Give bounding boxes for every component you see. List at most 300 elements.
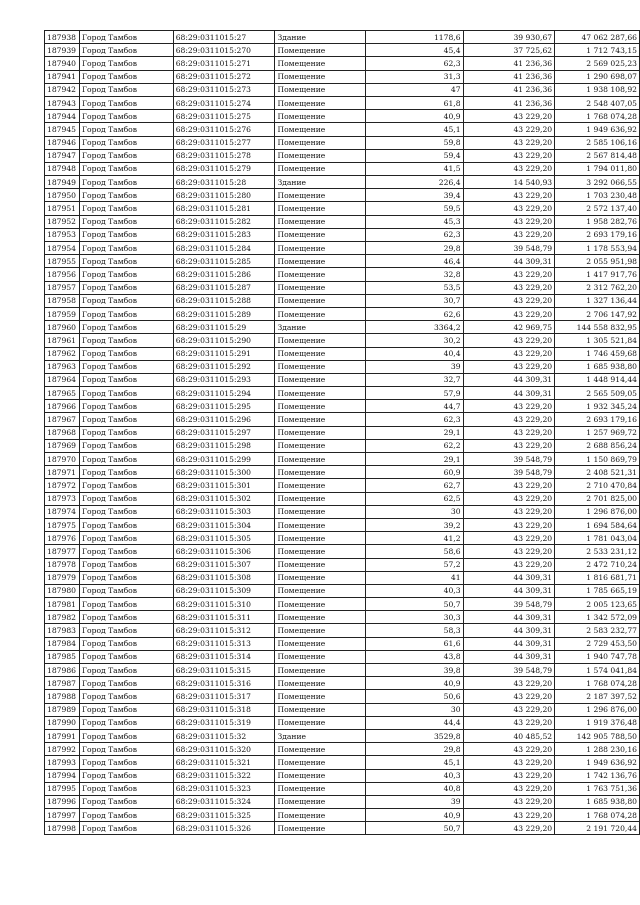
unit-value-cell: 43 229,20 — [463, 518, 555, 531]
object-type-cell: Помещение — [275, 149, 366, 162]
object-type-cell: Помещение — [275, 598, 366, 611]
city-cell: Город Тамбов — [79, 123, 173, 136]
unit-value-cell: 43 229,20 — [463, 545, 555, 558]
table-row — [45, 334, 640, 347]
cadastral-value-cell: 47 062 287,66 — [555, 31, 640, 44]
area-cell: 40,9 — [366, 809, 463, 822]
city-cell: Город Тамбов — [79, 729, 173, 742]
object-type-cell: Помещение — [275, 584, 366, 597]
cadastral-number-cell: 68:29:0311015:29 — [173, 321, 275, 334]
unit-value-cell: 44 309,31 — [463, 255, 555, 268]
city-cell: Город Тамбов — [79, 716, 173, 729]
table-row — [45, 307, 640, 320]
cadastral-value-cell: 1 781 043,04 — [555, 532, 640, 545]
unit-value-cell: 43 229,20 — [463, 822, 555, 835]
table-row — [45, 584, 640, 597]
table-row — [45, 321, 640, 334]
table-row — [45, 202, 640, 215]
unit-value-cell: 43 229,20 — [463, 162, 555, 175]
city-cell: Город Тамбов — [79, 373, 173, 386]
row-number-cell: 187978 — [45, 558, 80, 571]
unit-value-cell: 43 229,20 — [463, 347, 555, 360]
city-cell: Город Тамбов — [79, 281, 173, 294]
cadastral-number-cell: 68:29:0311015:325 — [173, 809, 275, 822]
area-cell: 59,5 — [366, 202, 463, 215]
row-number-cell: 187944 — [45, 110, 80, 123]
row-number-cell: 187972 — [45, 479, 80, 492]
object-type-cell: Помещение — [275, 492, 366, 505]
area-cell: 62,6 — [366, 307, 463, 320]
row-number-cell: 187981 — [45, 598, 80, 611]
object-type-cell: Помещение — [275, 624, 366, 637]
cadastral-value-cell: 1 768 074,28 — [555, 110, 640, 123]
cadastral-value-cell: 2 688 856,24 — [555, 439, 640, 452]
table-row — [45, 123, 640, 136]
table-row — [45, 466, 640, 479]
table-row — [45, 426, 640, 439]
row-number-cell: 187950 — [45, 189, 80, 202]
cadastral-value-cell: 1 417 917,76 — [555, 268, 640, 281]
object-type-cell: Здание — [275, 729, 366, 742]
cadastral-value-cell: 2 585 106,16 — [555, 136, 640, 149]
cadastral-value-cell: 2 693 179,16 — [555, 228, 640, 241]
object-type-cell: Помещение — [275, 677, 366, 690]
table-row — [45, 558, 640, 571]
area-cell: 40,9 — [366, 110, 463, 123]
row-number-cell: 187962 — [45, 347, 80, 360]
cadastral-value-cell: 1 685 938,80 — [555, 795, 640, 808]
city-cell: Город Тамбов — [79, 518, 173, 531]
city-cell: Город Тамбов — [79, 637, 173, 650]
city-cell: Город Тамбов — [79, 532, 173, 545]
city-cell: Город Тамбов — [79, 176, 173, 189]
area-cell: 58,6 — [366, 545, 463, 558]
cadastral-number-cell: 68:29:0311015:322 — [173, 769, 275, 782]
area-cell: 50,6 — [366, 690, 463, 703]
cadastral-number-cell: 68:29:0311015:272 — [173, 70, 275, 83]
area-cell: 62,3 — [366, 228, 463, 241]
row-number-cell: 187964 — [45, 373, 80, 386]
cadastral-number-cell: 68:29:0311015:273 — [173, 83, 275, 96]
row-number-cell: 187961 — [45, 334, 80, 347]
object-type-cell: Помещение — [275, 743, 366, 756]
cadastral-value-cell: 1 949 636,92 — [555, 123, 640, 136]
cadastral-number-cell: 68:29:0311015:321 — [173, 756, 275, 769]
city-cell: Город Тамбов — [79, 268, 173, 281]
table-row — [45, 611, 640, 624]
row-number-cell: 187954 — [45, 242, 80, 255]
row-number-cell: 187945 — [45, 123, 80, 136]
unit-value-cell: 44 309,31 — [463, 637, 555, 650]
object-type-cell: Помещение — [275, 387, 366, 400]
row-number-cell: 187977 — [45, 545, 80, 558]
table-row — [45, 729, 640, 742]
cadastral-number-cell: 68:29:0311015:289 — [173, 307, 275, 320]
unit-value-cell: 44 309,31 — [463, 611, 555, 624]
row-number-cell: 187985 — [45, 650, 80, 663]
area-cell: 3364,2 — [366, 321, 463, 334]
row-number-cell: 187979 — [45, 571, 80, 584]
cadastral-value-cell: 2 693 179,16 — [555, 413, 640, 426]
unit-value-cell: 43 229,20 — [463, 426, 555, 439]
cadastral-value-cell: 2 187 397,52 — [555, 690, 640, 703]
area-cell: 32,7 — [366, 373, 463, 386]
unit-value-cell: 43 229,20 — [463, 189, 555, 202]
cadastral-number-cell: 68:29:0311015:324 — [173, 795, 275, 808]
object-type-cell: Помещение — [275, 360, 366, 373]
row-number-cell: 187959 — [45, 307, 80, 320]
cadastral-number-cell: 68:29:0311015:281 — [173, 202, 275, 215]
unit-value-cell: 43 229,20 — [463, 110, 555, 123]
city-cell: Город Тамбов — [79, 96, 173, 109]
cadastral-number-cell: 68:29:0311015:28 — [173, 176, 275, 189]
object-type-cell: Помещение — [275, 162, 366, 175]
cadastral-number-cell: 68:29:0311015:285 — [173, 255, 275, 268]
city-cell: Город Тамбов — [79, 189, 173, 202]
city-cell: Город Тамбов — [79, 57, 173, 70]
cadastral-value-cell: 1 342 572,09 — [555, 611, 640, 624]
area-cell: 58,3 — [366, 624, 463, 637]
unit-value-cell: 43 229,20 — [463, 123, 555, 136]
unit-value-cell: 41 236,36 — [463, 83, 555, 96]
unit-value-cell: 14 540,93 — [463, 176, 555, 189]
area-cell: 45,1 — [366, 756, 463, 769]
area-cell: 53,5 — [366, 281, 463, 294]
object-type-cell: Помещение — [275, 822, 366, 835]
city-cell: Город Тамбов — [79, 611, 173, 624]
cadastral-value-cell: 2 312 762,20 — [555, 281, 640, 294]
row-number-cell: 187980 — [45, 584, 80, 597]
cadastral-number-cell: 68:29:0311015:314 — [173, 650, 275, 663]
table-row — [45, 57, 640, 70]
city-cell: Город Тамбов — [79, 677, 173, 690]
unit-value-cell: 39 548,79 — [463, 453, 555, 466]
object-type-cell: Помещение — [275, 202, 366, 215]
unit-value-cell: 43 229,20 — [463, 307, 555, 320]
object-type-cell: Помещение — [275, 466, 366, 479]
area-cell: 39 — [366, 795, 463, 808]
cadastral-value-cell: 1 448 914,44 — [555, 373, 640, 386]
unit-value-cell: 43 229,20 — [463, 334, 555, 347]
unit-value-cell: 44 309,31 — [463, 624, 555, 637]
object-type-cell: Здание — [275, 176, 366, 189]
city-cell: Город Тамбов — [79, 703, 173, 716]
area-cell: 45,4 — [366, 44, 463, 57]
object-type-cell: Помещение — [275, 400, 366, 413]
city-cell: Город Тамбов — [79, 650, 173, 663]
cadastral-number-cell: 68:29:0311015:291 — [173, 347, 275, 360]
object-type-cell: Помещение — [275, 716, 366, 729]
unit-value-cell: 43 229,20 — [463, 215, 555, 228]
table-row — [45, 479, 640, 492]
area-cell: 57,9 — [366, 387, 463, 400]
table-row — [45, 162, 640, 175]
unit-value-cell: 44 309,31 — [463, 387, 555, 400]
table-row — [45, 624, 640, 637]
table-row — [45, 664, 640, 677]
unit-value-cell: 39 548,79 — [463, 242, 555, 255]
cadastral-number-cell: 68:29:0311015:295 — [173, 400, 275, 413]
unit-value-cell: 41 236,36 — [463, 96, 555, 109]
unit-value-cell: 43 229,20 — [463, 743, 555, 756]
cadastral-value-cell: 1 178 553,94 — [555, 242, 640, 255]
area-cell: 59,4 — [366, 149, 463, 162]
object-type-cell: Помещение — [275, 70, 366, 83]
table-row — [45, 44, 640, 57]
city-cell: Город Тамбов — [79, 387, 173, 400]
cadastral-number-cell: 68:29:0311015:318 — [173, 703, 275, 716]
object-type-cell: Помещение — [275, 413, 366, 426]
cadastral-value-cell: 2 548 407,05 — [555, 96, 640, 109]
row-number-cell: 187970 — [45, 453, 80, 466]
area-cell: 62,5 — [366, 492, 463, 505]
cadastral-value-cell: 1 742 136,76 — [555, 769, 640, 782]
cadastral-value-cell: 2 565 509,05 — [555, 387, 640, 400]
area-cell: 40,9 — [366, 677, 463, 690]
row-number-cell: 187941 — [45, 70, 80, 83]
area-cell: 29,1 — [366, 453, 463, 466]
cadastral-number-cell: 68:29:0311015:27 — [173, 31, 275, 44]
area-cell: 61,8 — [366, 96, 463, 109]
city-cell: Город Тамбов — [79, 664, 173, 677]
area-cell: 29,8 — [366, 743, 463, 756]
table-row — [45, 809, 640, 822]
object-type-cell: Помещение — [275, 453, 366, 466]
cadastral-number-cell: 68:29:0311015:305 — [173, 532, 275, 545]
city-cell: Город Тамбов — [79, 110, 173, 123]
unit-value-cell: 43 229,20 — [463, 360, 555, 373]
row-number-cell: 187951 — [45, 202, 80, 215]
cadastral-table — [44, 30, 640, 835]
area-cell: 30 — [366, 505, 463, 518]
table-row — [45, 373, 640, 386]
row-number-cell: 187953 — [45, 228, 80, 241]
area-cell: 30 — [366, 703, 463, 716]
unit-value-cell: 43 229,20 — [463, 703, 555, 716]
row-number-cell: 187986 — [45, 664, 80, 677]
table-row — [45, 400, 640, 413]
unit-value-cell: 40 485,52 — [463, 729, 555, 742]
object-type-cell: Помещение — [275, 795, 366, 808]
area-cell: 39,4 — [366, 189, 463, 202]
object-type-cell: Помещение — [275, 281, 366, 294]
cadastral-number-cell: 68:29:0311015:284 — [173, 242, 275, 255]
cadastral-number-cell: 68:29:0311015:298 — [173, 439, 275, 452]
table-row — [45, 637, 640, 650]
table-row — [45, 703, 640, 716]
cadastral-number-cell: 68:29:0311015:32 — [173, 729, 275, 742]
cadastral-value-cell: 1 296 876,00 — [555, 703, 640, 716]
object-type-cell: Помещение — [275, 505, 366, 518]
cadastral-number-cell: 68:29:0311015:316 — [173, 677, 275, 690]
city-cell: Город Тамбов — [79, 242, 173, 255]
table-row — [45, 782, 640, 795]
cadastral-number-cell: 68:29:0311015:313 — [173, 637, 275, 650]
city-cell: Город Тамбов — [79, 809, 173, 822]
object-type-cell: Помещение — [275, 558, 366, 571]
city-cell: Город Тамбов — [79, 44, 173, 57]
object-type-cell: Помещение — [275, 136, 366, 149]
row-number-cell: 187974 — [45, 505, 80, 518]
row-number-cell: 187965 — [45, 387, 80, 400]
cadastral-number-cell: 68:29:0311015:280 — [173, 189, 275, 202]
unit-value-cell: 43 229,20 — [463, 690, 555, 703]
cadastral-value-cell: 1 816 681,71 — [555, 571, 640, 584]
city-cell: Город Тамбов — [79, 426, 173, 439]
object-type-cell: Помещение — [275, 479, 366, 492]
cadastral-value-cell: 2 191 720,44 — [555, 822, 640, 835]
row-number-cell: 187952 — [45, 215, 80, 228]
cadastral-number-cell: 68:29:0311015:283 — [173, 228, 275, 241]
row-number-cell: 187996 — [45, 795, 80, 808]
area-cell: 62,2 — [366, 439, 463, 452]
table-row — [45, 532, 640, 545]
cadastral-number-cell: 68:29:0311015:286 — [173, 268, 275, 281]
table-row — [45, 215, 640, 228]
row-number-cell: 187938 — [45, 31, 80, 44]
cadastral-number-cell: 68:29:0311015:315 — [173, 664, 275, 677]
cadastral-number-cell: 68:29:0311015:320 — [173, 743, 275, 756]
area-cell: 50,7 — [366, 822, 463, 835]
city-cell: Город Тамбов — [79, 347, 173, 360]
table-row — [45, 677, 640, 690]
cadastral-value-cell: 2 567 814,48 — [555, 149, 640, 162]
row-number-cell: 187966 — [45, 400, 80, 413]
object-type-cell: Помещение — [275, 756, 366, 769]
object-type-cell: Помещение — [275, 782, 366, 795]
row-number-cell: 187976 — [45, 532, 80, 545]
area-cell: 29,8 — [366, 242, 463, 255]
area-cell: 57,2 — [366, 558, 463, 571]
table-body — [45, 31, 640, 835]
table-row — [45, 294, 640, 307]
table-row — [45, 453, 640, 466]
cadastral-number-cell: 68:29:0311015:292 — [173, 360, 275, 373]
cadastral-value-cell: 1 938 108,92 — [555, 83, 640, 96]
unit-value-cell: 44 309,31 — [463, 373, 555, 386]
object-type-cell: Помещение — [275, 307, 366, 320]
cadastral-number-cell: 68:29:0311015:306 — [173, 545, 275, 558]
city-cell: Город Тамбов — [79, 545, 173, 558]
cadastral-number-cell: 68:29:0311015:311 — [173, 611, 275, 624]
city-cell: Город Тамбов — [79, 492, 173, 505]
object-type-cell: Помещение — [275, 255, 366, 268]
cadastral-value-cell: 1 703 230,48 — [555, 189, 640, 202]
area-cell: 61,6 — [366, 637, 463, 650]
city-cell: Город Тамбов — [79, 598, 173, 611]
area-cell: 1178,6 — [366, 31, 463, 44]
area-cell: 45,1 — [366, 123, 463, 136]
table-row — [45, 387, 640, 400]
cadastral-value-cell: 2 408 521,31 — [555, 466, 640, 479]
table-row — [45, 492, 640, 505]
area-cell: 40,8 — [366, 782, 463, 795]
table-row — [45, 650, 640, 663]
cadastral-value-cell: 1 712 743,15 — [555, 44, 640, 57]
unit-value-cell: 43 229,20 — [463, 558, 555, 571]
row-number-cell: 187940 — [45, 57, 80, 70]
unit-value-cell: 43 229,20 — [463, 400, 555, 413]
unit-value-cell: 43 229,20 — [463, 782, 555, 795]
city-cell: Город Тамбов — [79, 782, 173, 795]
cadastral-number-cell: 68:29:0311015:278 — [173, 149, 275, 162]
cadastral-value-cell: 1 150 869,79 — [555, 453, 640, 466]
area-cell: 60,9 — [366, 466, 463, 479]
table-row — [45, 31, 640, 44]
city-cell: Город Тамбов — [79, 571, 173, 584]
row-number-cell: 187987 — [45, 677, 80, 690]
cadastral-value-cell: 2 055 951,98 — [555, 255, 640, 268]
area-cell: 39,8 — [366, 664, 463, 677]
cadastral-number-cell: 68:29:0311015:296 — [173, 413, 275, 426]
cadastral-number-cell: 68:29:0311015:270 — [173, 44, 275, 57]
city-cell: Город Тамбов — [79, 215, 173, 228]
cadastral-number-cell: 68:29:0311015:274 — [173, 96, 275, 109]
cadastral-number-cell: 68:29:0311015:307 — [173, 558, 275, 571]
cadastral-value-cell: 2 569 025,23 — [555, 57, 640, 70]
cadastral-value-cell: 2 729 453,50 — [555, 637, 640, 650]
area-cell: 40,3 — [366, 584, 463, 597]
cadastral-number-cell: 68:29:0311015:310 — [173, 598, 275, 611]
unit-value-cell: 43 229,20 — [463, 532, 555, 545]
cadastral-value-cell: 1 290 698,07 — [555, 70, 640, 83]
area-cell: 32,8 — [366, 268, 463, 281]
unit-value-cell: 43 229,20 — [463, 769, 555, 782]
city-cell: Город Тамбов — [79, 413, 173, 426]
area-cell: 43,8 — [366, 650, 463, 663]
city-cell: Город Тамбов — [79, 307, 173, 320]
table-row — [45, 110, 640, 123]
unit-value-cell: 44 309,31 — [463, 650, 555, 663]
object-type-cell: Помещение — [275, 189, 366, 202]
table-row — [45, 149, 640, 162]
row-number-cell: 187968 — [45, 426, 80, 439]
object-type-cell: Помещение — [275, 294, 366, 307]
city-cell: Город Тамбов — [79, 321, 173, 334]
unit-value-cell: 44 309,31 — [463, 571, 555, 584]
area-cell: 47 — [366, 83, 463, 96]
table-row — [45, 716, 640, 729]
area-cell: 40,4 — [366, 347, 463, 360]
object-type-cell: Помещение — [275, 439, 366, 452]
table-row — [45, 228, 640, 241]
unit-value-cell: 43 229,20 — [463, 149, 555, 162]
city-cell: Город Тамбов — [79, 400, 173, 413]
cadastral-value-cell: 1 327 136,44 — [555, 294, 640, 307]
city-cell: Город Тамбов — [79, 31, 173, 44]
table-row — [45, 413, 640, 426]
object-type-cell: Помещение — [275, 769, 366, 782]
city-cell: Город Тамбов — [79, 439, 173, 452]
city-cell: Город Тамбов — [79, 334, 173, 347]
cadastral-value-cell: 1 296 876,00 — [555, 505, 640, 518]
cadastral-number-cell: 68:29:0311015:301 — [173, 479, 275, 492]
cadastral-number-cell: 68:29:0311015:287 — [173, 281, 275, 294]
unit-value-cell: 39 548,79 — [463, 664, 555, 677]
cadastral-value-cell: 144 558 832,95 — [555, 321, 640, 334]
cadastral-number-cell: 68:29:0311015:308 — [173, 571, 275, 584]
city-cell: Город Тамбов — [79, 149, 173, 162]
object-type-cell: Помещение — [275, 637, 366, 650]
city-cell: Город Тамбов — [79, 255, 173, 268]
cadastral-value-cell: 2 572 137,40 — [555, 202, 640, 215]
cadastral-value-cell: 1 949 636,92 — [555, 756, 640, 769]
cadastral-value-cell: 2 701 825,00 — [555, 492, 640, 505]
area-cell: 44,4 — [366, 716, 463, 729]
city-cell: Город Тамбов — [79, 202, 173, 215]
area-cell: 59,8 — [366, 136, 463, 149]
row-number-cell: 187943 — [45, 96, 80, 109]
